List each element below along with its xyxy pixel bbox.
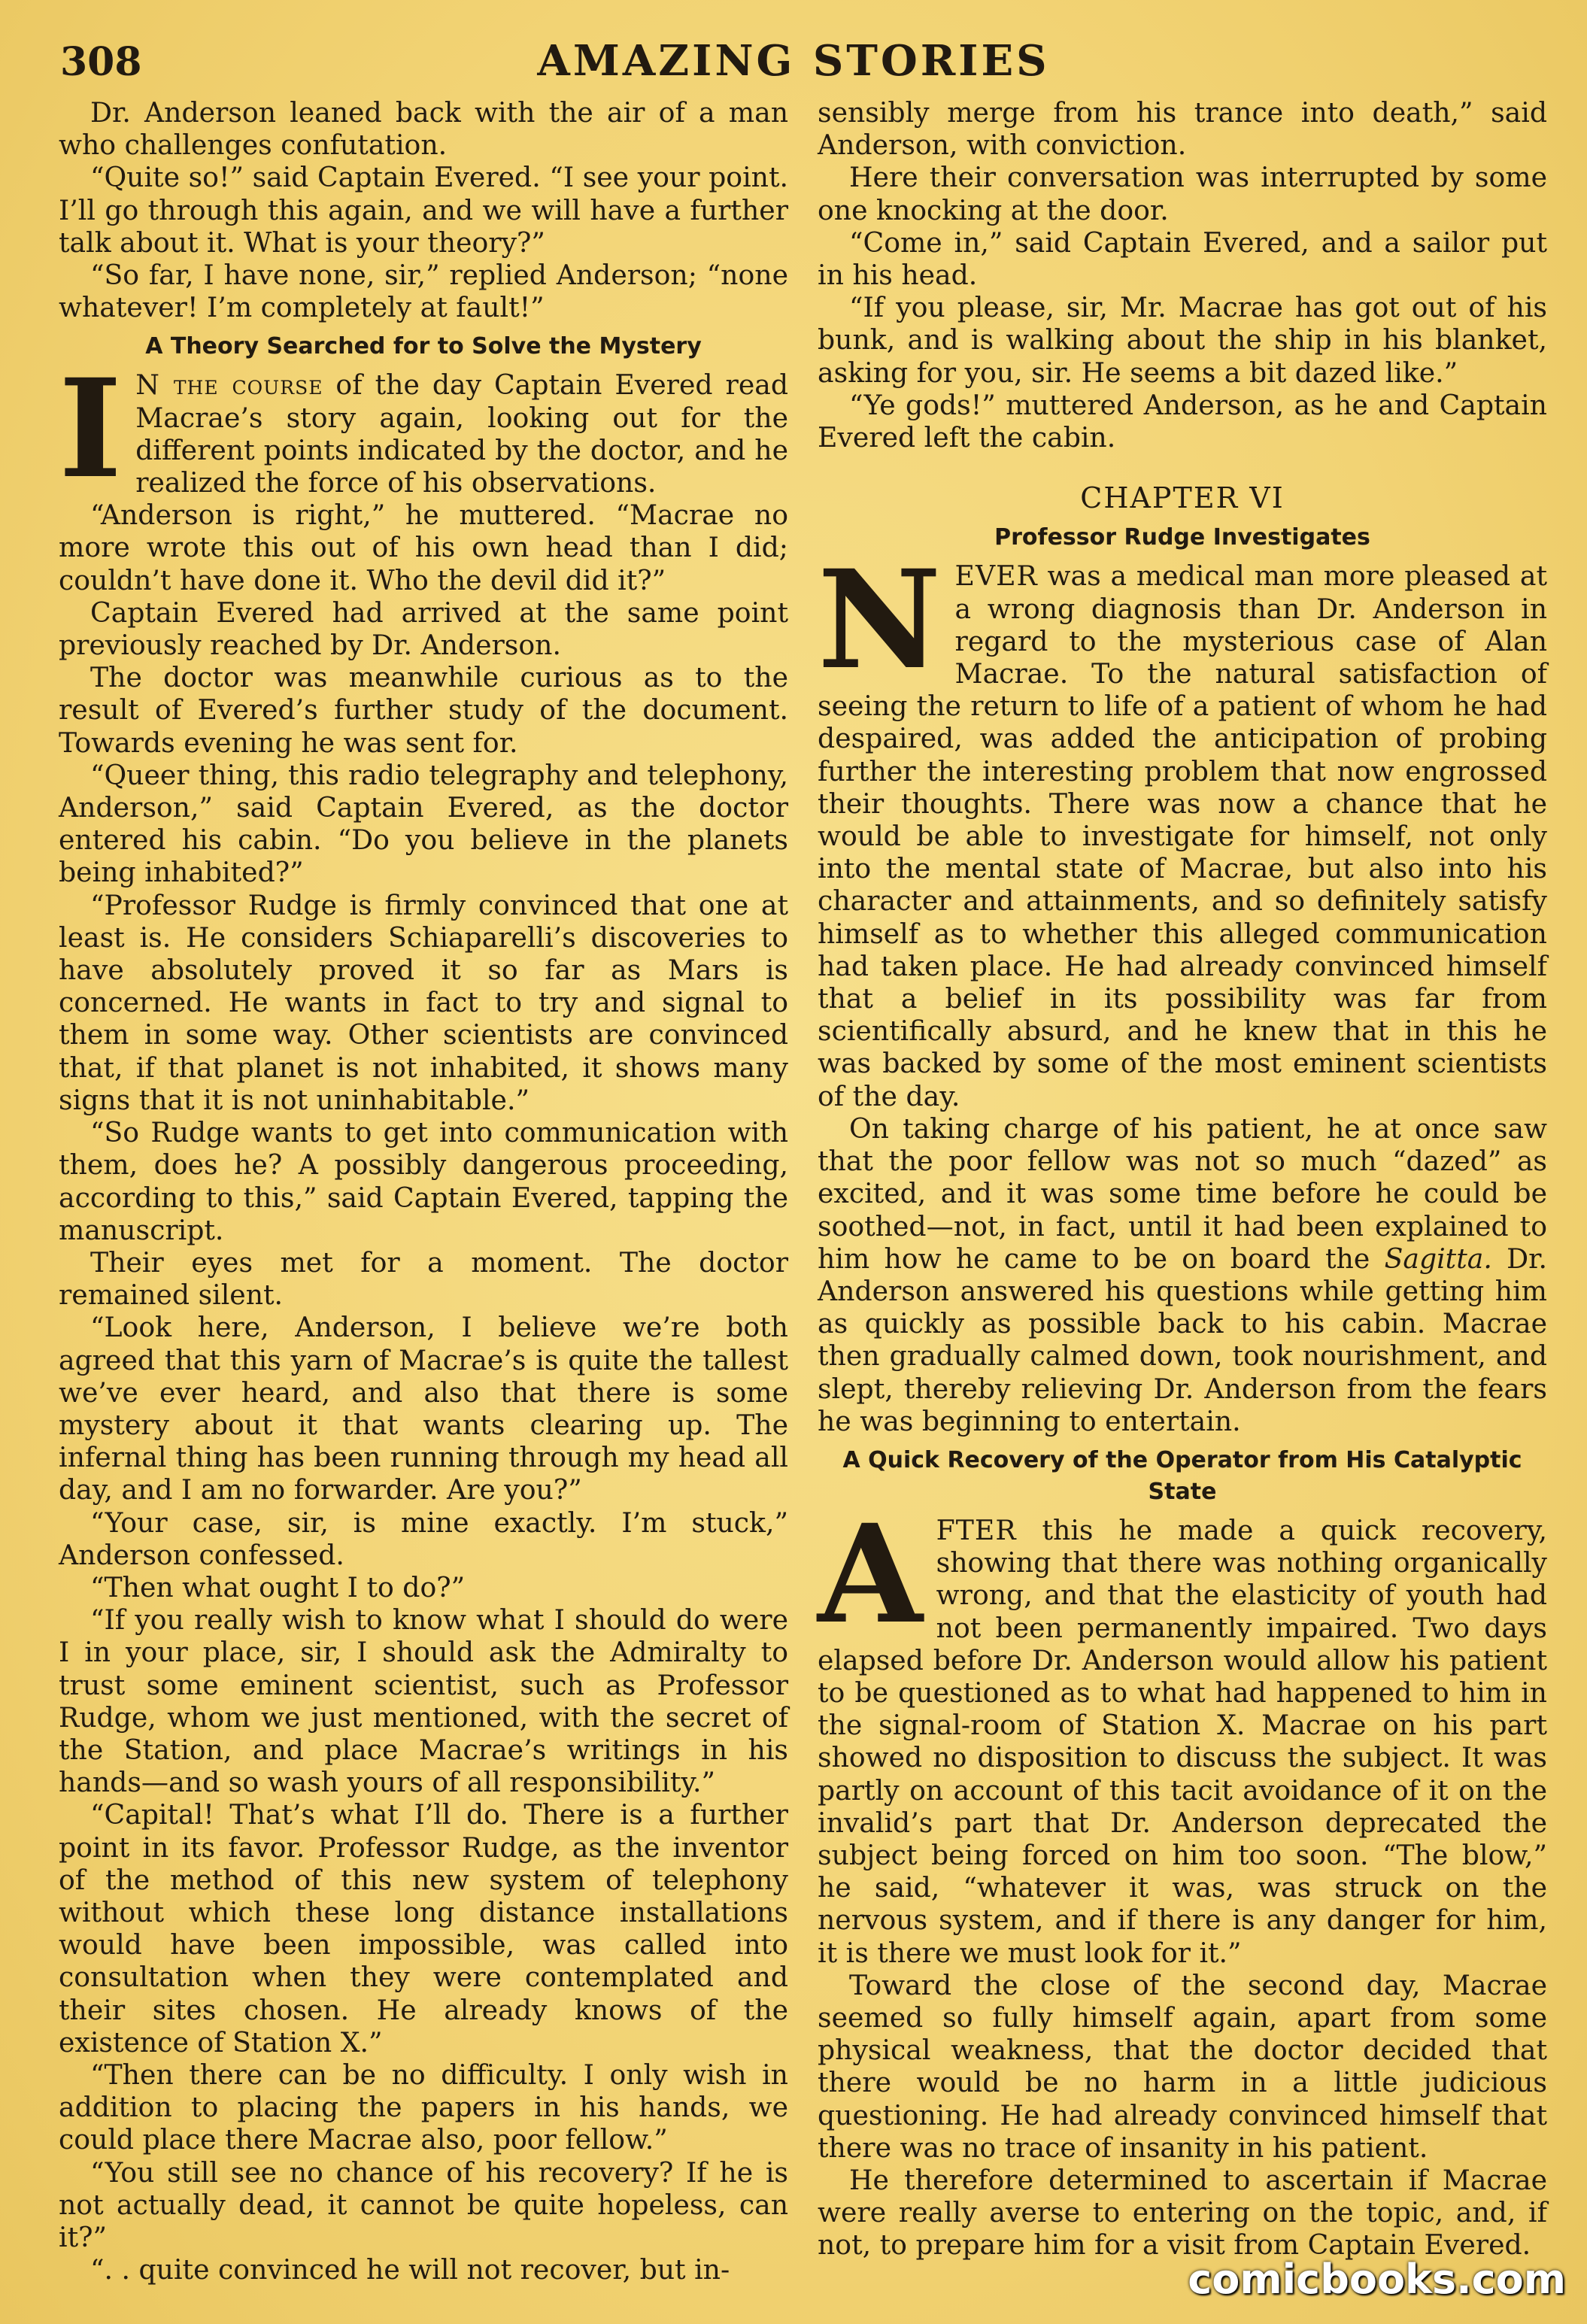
drop-cap: N bbox=[818, 541, 942, 700]
paragraph: “So far, I have none, sir,” replied Anderson; “none whatever! I’m completely at fault!” bbox=[59, 259, 788, 324]
running-head: AMAZING STORIES bbox=[537, 36, 1050, 86]
paragraph: The doctor was meanwhile curious as to the result of Evered’s further study of the document. Towards evening he was sent for. bbox=[59, 661, 788, 759]
paragraph: “Quite so!” said Captain Evered. “I see your point. I’ll go through this again, and we will have a further talk about it. What is your theory?” bbox=[59, 161, 788, 259]
paragraph: “Professor Rudge is firmly convinced that one at least is. He considers Schiaparelli’s discoveries to have absolutely proved it so far as Mars is concerned. He wants in fact to try and signal to them in some way. Other scientists are convinced that, if that planet is not inhabited, it shows many signs that it is not uninhabitable.” bbox=[59, 888, 788, 1116]
lead-in: N the course bbox=[135, 369, 323, 402]
paragraph-text: this he made a quick recovery, showing that there was nothing organically wrong, and that the elasticity of youth had not been permanently impaired. Two days elapsed before Dr. Anderson would allow his patient to be questioned as to what had happened to him in the signal-room of Station X. Macrae on his part showed no disposition to discuss the subject. It was partly on account of this tacit avoidance of it on the invalid’s part that Dr. Anderson deprecated the subject being forced on him too soon. “The blow,” he said, “whatever it was, was struck on the nervous system, and if there is any danger for him, it is there we must look for it.” bbox=[818, 1513, 1547, 1969]
paragraph-text: was a medical man more pleased at a wrong diagnosis than Dr. Anderson in regard to the mysterious case of Alan Macrae. To the natural satisfaction of seeing the return to life of a patient of whom he had despaired, was added the anticipation of probing further the interesting problem that now engrossed their thoughts. There was now a chance that he would be able to investigate for himself, not only into the mental state of Macrae, but also into his character and attainments, and so definitely satisfy himself as to whether this alleged communication had taken place. He had already convinced himself that a belief in its possibility was far from scientifically absurd, and he knew that in this he was backed by some of the most eminent scientists of the day. bbox=[818, 560, 1547, 1112]
paragraph: “So Rudge wants to get into communication with them, does he? A possibly dangerous proceeding, according to this,” said Captain Evered, tapping the manuscript. bbox=[59, 1116, 788, 1246]
page-header bbox=[53, 23, 1534, 90]
paragraph: “Look here, Anderson, I believe we’re both agreed that this yarn of Macrae’s is quite the tallest we’ve ever heard, and also that there is some mystery about it that wants clearing up. The infernal thing has been running through my head all day, and I am no forwarder. Are you?” bbox=[59, 1311, 788, 1506]
paragraph: “. . quite convinced he will not recover, but in- bbox=[90, 2253, 730, 2286]
drop-cap: I bbox=[59, 350, 123, 509]
paragraph: “You still see no chance of his recovery? If he is not actually dead, it cannot be quite hopeless, can it?” bbox=[59, 2156, 788, 2253]
paragraph-text: of the day Captain Evered read Macrae’s story again, looking out for the different points indicated by the doctor, and he realized the force of his observations. bbox=[135, 369, 788, 499]
lead-in: EVER bbox=[954, 560, 1038, 593]
paragraph: He therefore determined to ascertain if Macrae were really averse to entering on the topic, and, if not, to prepare him for a visit from Captain Evered. bbox=[818, 2163, 1547, 2262]
section-subhead: A Theory Searched for to Solve the Mystery bbox=[145, 333, 702, 360]
paragraph: Dr. Anderson leaned back with the air of a man who challenges confutation. bbox=[59, 96, 788, 162]
paragraph: Here their conversation was interrupted by some one knocking at the door. bbox=[818, 161, 1547, 226]
drop-cap: A bbox=[818, 1494, 923, 1654]
paragraph: Toward the close of the second day, Macrae seemed so fully himself again, apart from some physical weakness, that the doctor decided that there would be no harm in a little judicious questioning. He had already convinced himself that there was no trace of insanity in his patient. bbox=[818, 1968, 1547, 2164]
paragraph: “If you really wish to know what I should do were I in your place, sir, I should ask the Admiralty to trust some eminent scientist, such as Professor Rudge, whom we just mentioned, with the secret of the Station, and place Macrae’s writings in his hands—and so wash yours of all responsibility.” bbox=[59, 1603, 788, 1799]
drop-cap-paragraph bbox=[818, 1494, 1547, 1969]
paragraph: sensibly merge from his trance into death,” said Anderson, with conviction. bbox=[818, 96, 1547, 162]
chapter-heading: CHAPTER VI bbox=[1080, 481, 1285, 515]
left-column bbox=[59, 96, 788, 2286]
paragraph-text: On taking charge of his patient, he at once saw that the poor fellow was not so much “dazed” as excited, and it was some time before he could be soothed—not, in fact, until it had been explained to him how he came to be on board the bbox=[818, 1112, 1547, 1275]
paragraph: “Anderson is right,” he muttered. “Macrae no more wrote this out of his own head than I did; couldn’t have done it. Who the devil did it?” bbox=[59, 499, 788, 596]
paragraph: “Then what ought I to do?” bbox=[90, 1570, 466, 1603]
paragraph: Captain Evered had arrived at the same point previously reached by Dr. Anderson. bbox=[59, 596, 788, 662]
paragraph: “Your case, sir, is mine exactly. I’m stuck,” Anderson confessed. bbox=[59, 1506, 788, 1571]
site-watermark: comicbooks.com bbox=[1188, 2256, 1566, 2303]
paragraph: “If you please, sir, Mr. Macrae has got out of his bunk, and is walking about the ship in his blanket, asking for you, sir. He seems a bit dazed like.” bbox=[818, 291, 1547, 389]
right-column bbox=[818, 96, 1547, 2262]
paragraph: “Ye gods!” muttered Anderson, as he and Captain Evered left the cabin. bbox=[818, 388, 1547, 454]
drop-cap-paragraph bbox=[818, 541, 1547, 1112]
lead-in: FTER bbox=[936, 1513, 1017, 1546]
paragraph bbox=[818, 1112, 1547, 1437]
page-number: 308 bbox=[60, 39, 142, 85]
paragraph: “Come in,” said Captain Evered, and a sailor put in his head. bbox=[818, 226, 1547, 292]
paragraph: “Then there can be no difficulty. I only wish in addition to placing the papers in his hands, we could place there Macrae also, poor fellow.” bbox=[59, 2058, 788, 2156]
paragraph: Their eyes met for a moment. The doctor remained silent. bbox=[59, 1245, 788, 1312]
paragraph-text: Dr. Anderson answered his questions while getting him as quickly as possible back to his cabin. Macrae then gradually calmed down, took nourishment, and slept, thereby relieving Dr. Anderson from the fears he was beginning to entertain. bbox=[818, 1242, 1548, 1437]
section-subhead: Professor Rudge Investigates bbox=[994, 524, 1370, 551]
ship-name: Sagitta. bbox=[1384, 1242, 1492, 1275]
drop-cap-paragraph bbox=[59, 350, 788, 509]
paragraph: “Capital! That’s what I’ll do. There is a further point in its favor. Professor Rudge, as the inventor of the method of this new system of telephony without which these long distance installations would have been impossible, was called into consultation when they were contemplated and their sites chosen. He already knows of the existence of Station X.” bbox=[59, 1798, 788, 2059]
section-subhead: A Quick Recovery of the Operator from His Catalyptic State bbox=[842, 1446, 1522, 1505]
paragraph: “Queer thing, this radio telegraphy and telephony, Anderson,” said Captain Evered, as the doctor entered his cabin. “Do you believe in the planets being inhabited?” bbox=[59, 758, 788, 889]
